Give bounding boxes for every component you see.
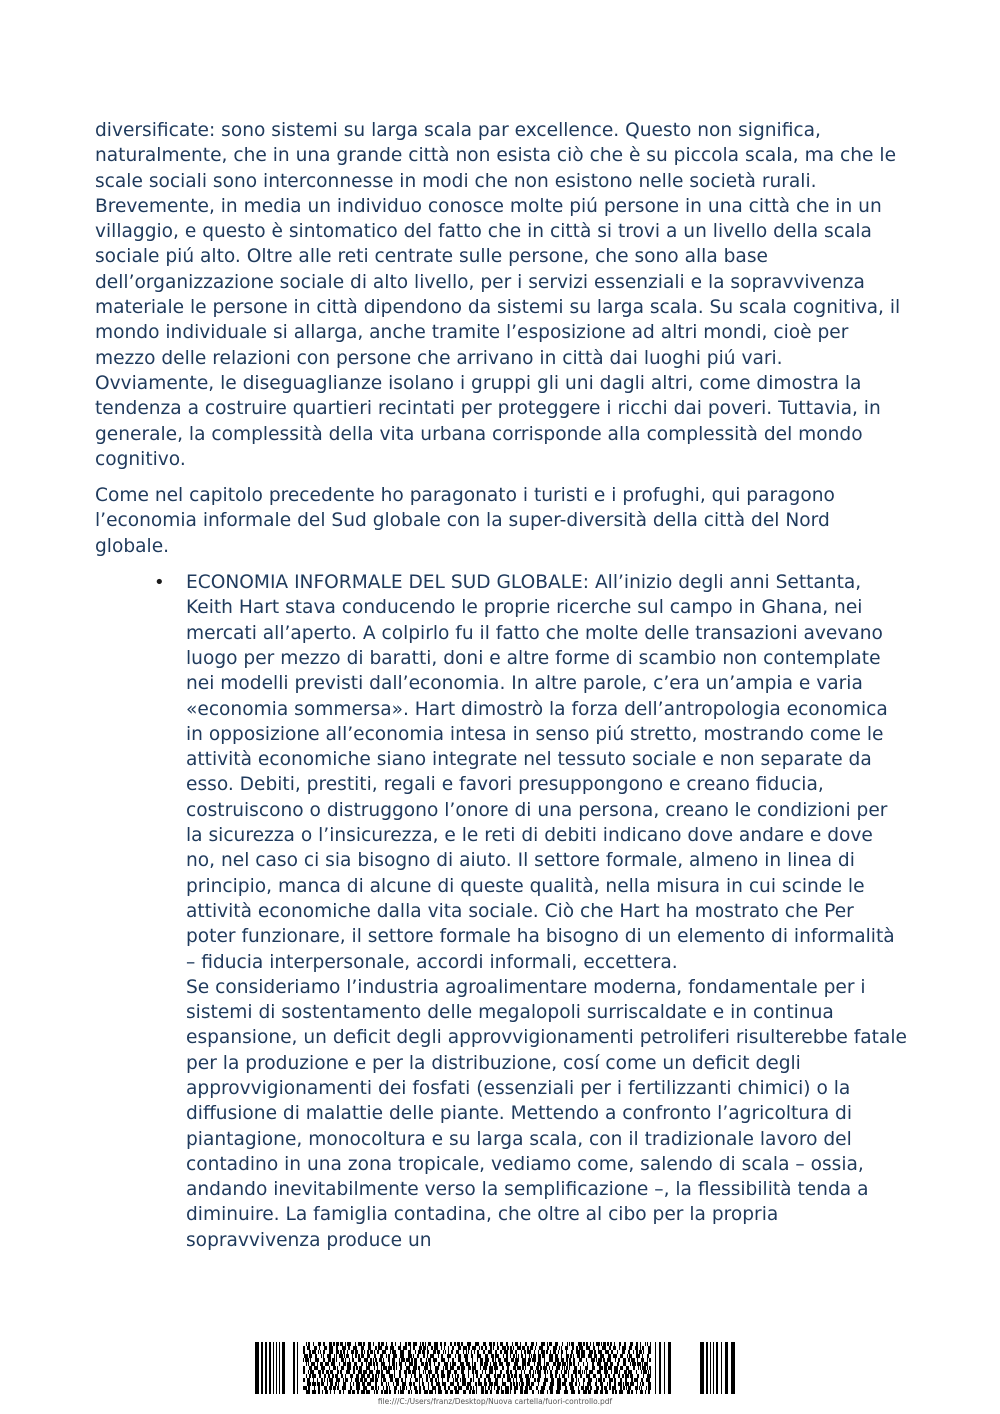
- bullet-text-2: Se consideriamo l’industria agroalimentare moderna, fondamentale per i sistemi di sostentamento delle megalopoli surriscaldate e in continua espansione, un deficit degli approvvigionamenti petroliferi risulterebbe fatale per la produzione e per la distribuzione, cosí come un deficit degli approvvigionamenti dei fosfati (essenziali per i fertilizzanti chimici) o la diffusione di malattie delle piante. Mettendo a confronto l’agricoltura di piantagione, monocoltura e su larga scala, con il tradizionale lavoro del contadino in una zona tropicale, vediamo come, salendo di scala – ossia, andando inevitabilmente verso la semplificazione –, la flessibilità tenda a diminuire. La famiglia contadina, che oltre al cibo per la propria sopravvivenza produce un: [186, 976, 907, 1251]
- page-body: [95, 118, 907, 1253]
- bullet-text-1: ECONOMIA INFORMALE DEL SUD GLOBALE: All’inizio degli anni Settanta, Keith Hart stava conducendo le proprie ricerche sul campo in Ghana, nei mercati all’aperto. A colpirlo fu il fatto che molte delle transazioni avevano luogo per mezzo di baratti, doni e altre forme di scambio non contemplate nei modelli previsti dall’economia. In altre parole, c’era un’ampia e varia «economia sommersa». Hart dimostrò la forza dell’antropologia economica in opposizione all’economia intesa in senso piú stretto, mostrando come le attività economiche siano integrate nel tessuto sociale e non separate da esso. Debiti, prestiti, regali e favori presuppongono e creano fiducia, costruiscono o distruggono l’onore di una persona, creano le condizioni per la sicurezza o l’insicurezza, e le reti di debiti indicano dove andare e dove no, nel caso ci sia bisogno di aiuto. Il settore formale, almeno in linea di principio, manca di alcune di queste qualità, nella misura in cui scinde le attività economiche dalla vita sociale. Ciò che Hart ha mostrato che Per poter funzionare, il settore formale ha bisogno di un elemento di informalità – fiducia interpersonale, accordi informali, eccettera.: [186, 572, 895, 973]
- paragraph-1: diversificate: sono sistemi su larga scala par excellence. Questo non significa, naturalmente, che in una grande città non esista ciò che è su piccola scala, ma che le scale sociali sono interconnesse in modi che non esistono nelle società rurali. Brevemente, in media un individuo conosce molte piú persone in una città che in un villaggio, e questo è sintomatico del fatto che in città si trovi a un livello della scala sociale piú alto. Oltre alle reti centrate sulle persone, che sono alla base dell’organizzazione sociale di alto livello, per i servizi essenziali e la sopravvivenza materiale le persone in città dipendono da sistemi su larga scala. Su scala cognitiva, il mondo individuale si allarga, anche tramite l’esposizione ad altri mondi, cioè per mezzo delle relazioni con persone che arrivano in città dai luoghi piú vari. Ovviamente, le diseguaglianze isolano i gruppi gli uni dagli altri, come dimostra la tendenza a costruire quartieri recintati per proteggere i ricchi dai poveri. Tuttavia, in generale, la complessità della vita urbana corrisponde alla complessità del mondo cognitivo.: [95, 120, 901, 470]
- paragraph-2: Come nel capitolo precedente ho paragonato i turisti e i profughi, qui paragono l’economia informale del Sud globale con la super-diversità della città del Nord globale.: [95, 485, 835, 557]
- bullet-list: [95, 570, 907, 1253]
- barcode-caption: file:///C:/Users/franz/Desktop/Nuova cartella/fuori-controllo.pdf: [377, 1397, 613, 1406]
- list-item: [154, 570, 907, 1253]
- barcode-image: [255, 1342, 735, 1394]
- bullet-marker: •: [154, 572, 165, 594]
